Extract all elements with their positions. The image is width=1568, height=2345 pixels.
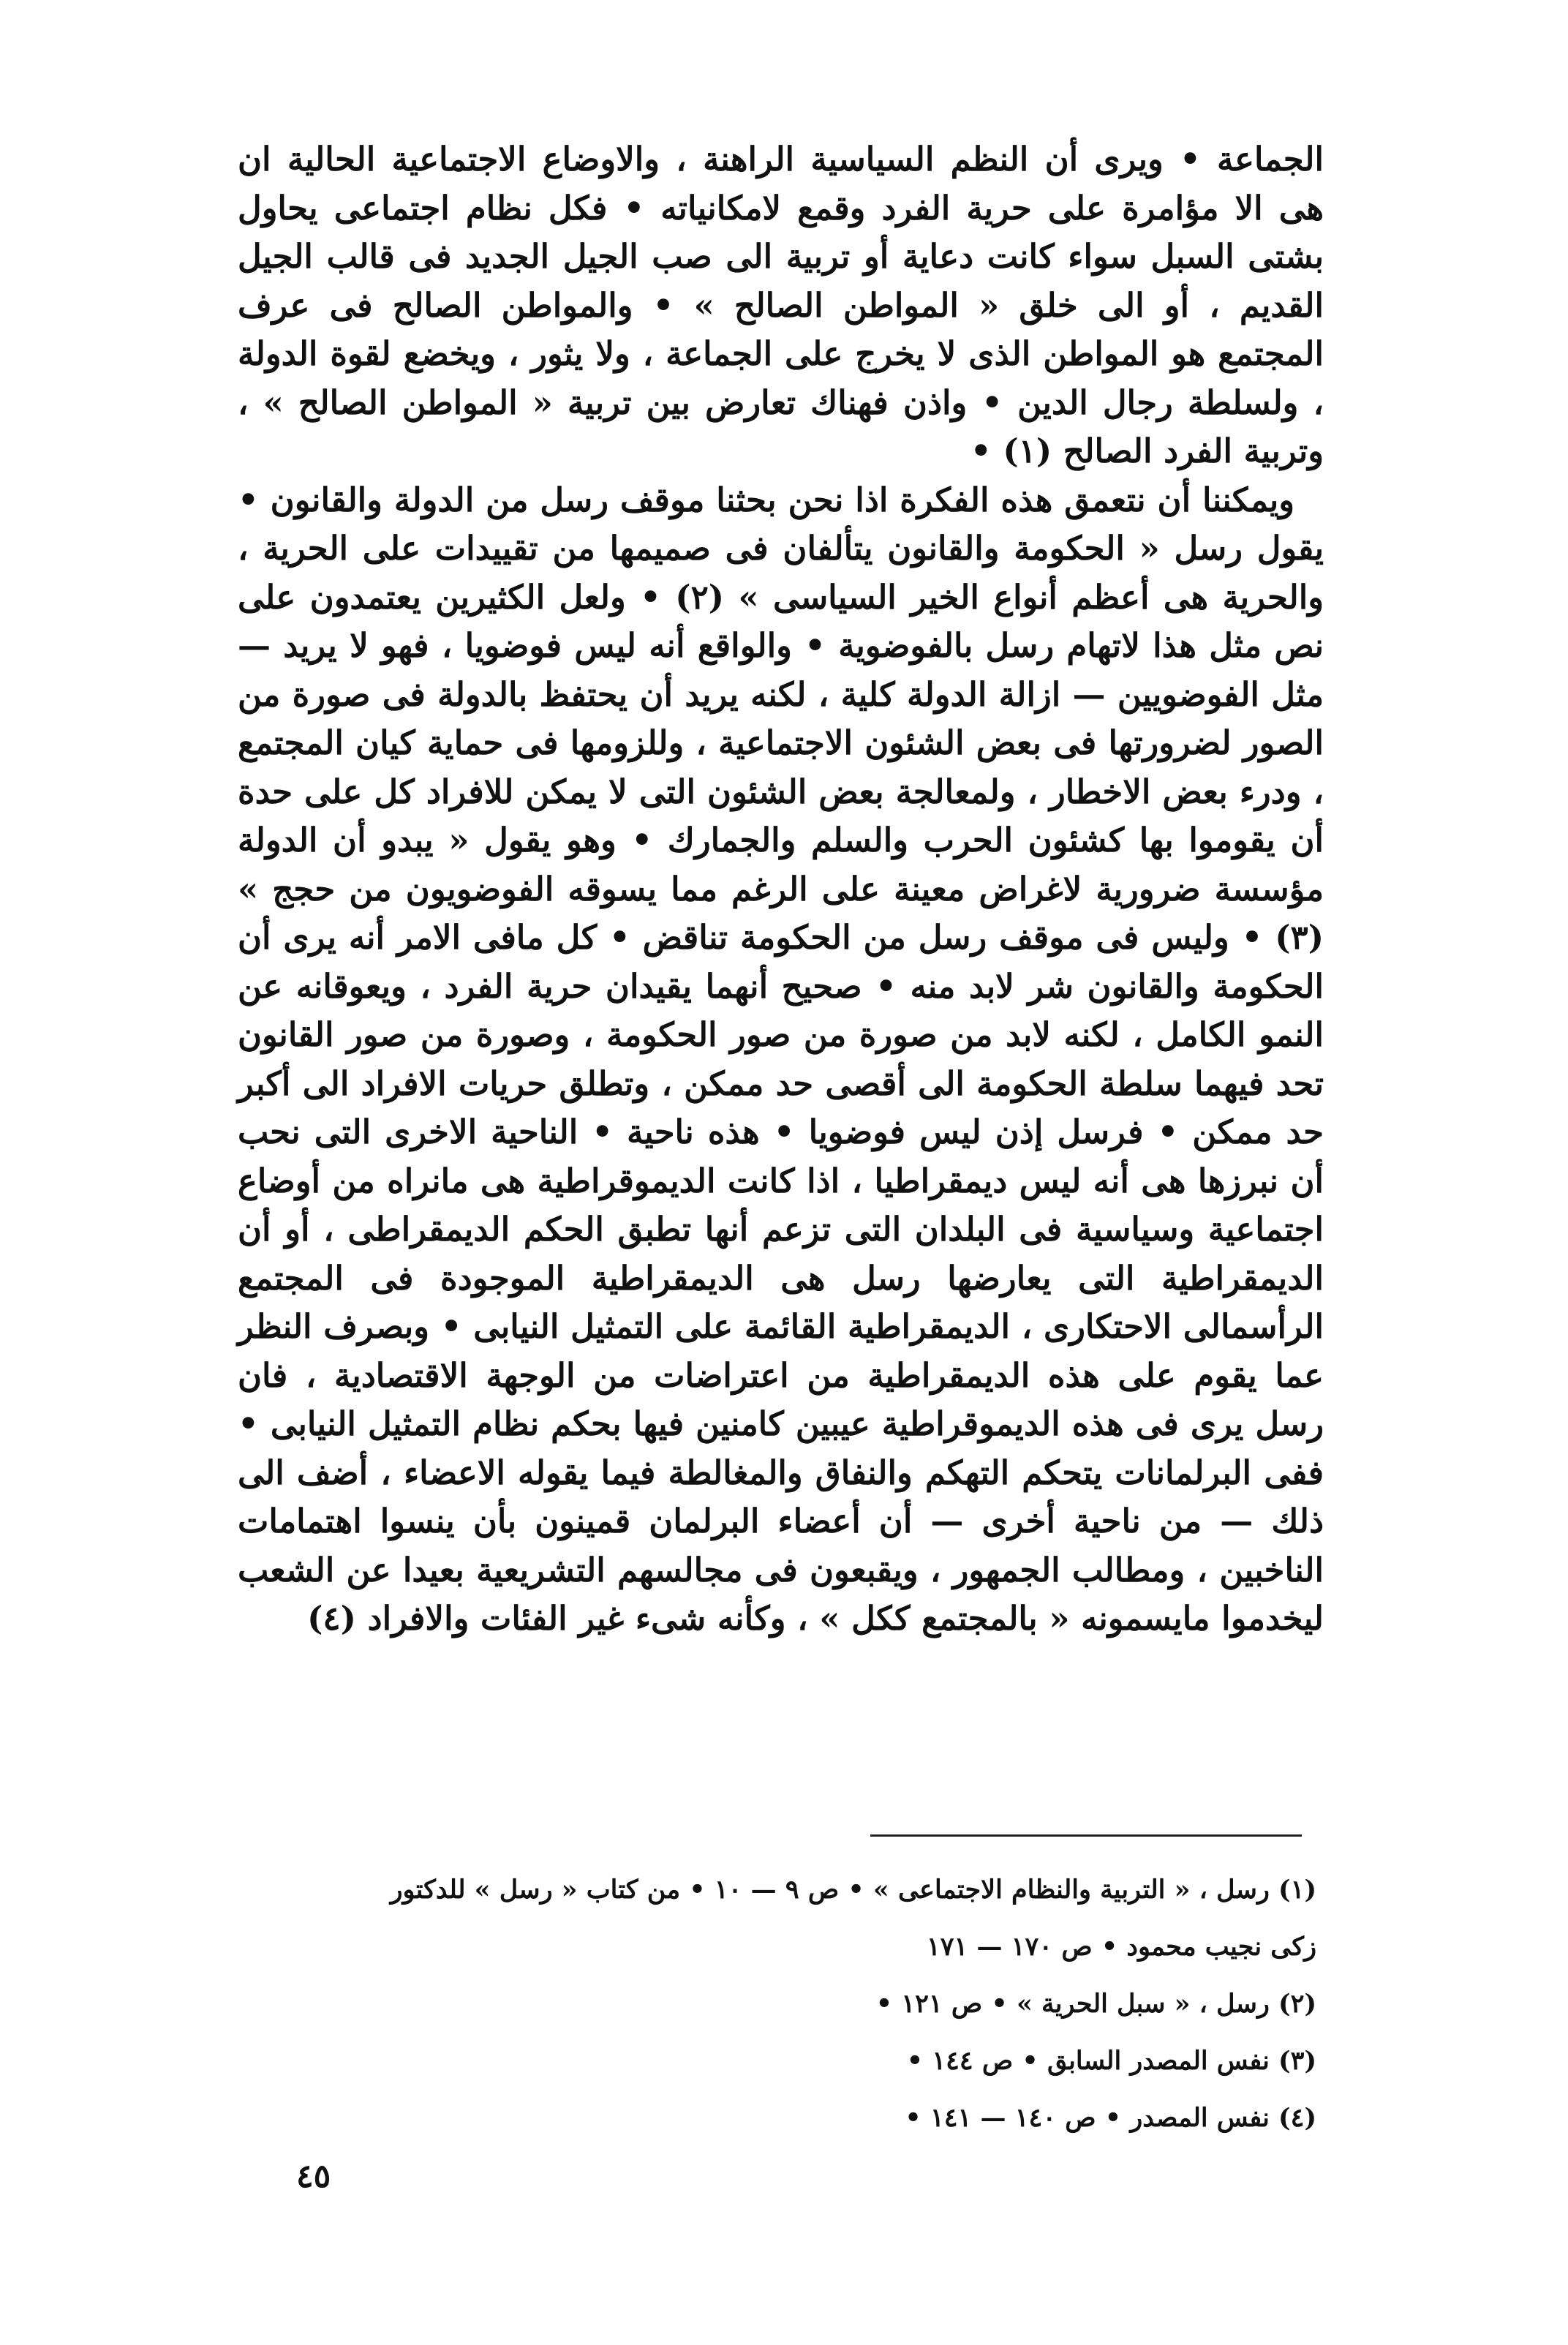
footnotes: [238, 1862, 1316, 2147]
footnote-separator: [870, 1834, 1302, 1837]
footnote-2: (٢) رسل ، « سبل الحرية » • ص ١٢١ •: [875, 1989, 1316, 2019]
footnote-3: (٣) نفس المصدر السابق • ص ١٤٤ •: [906, 2046, 1316, 2076]
page-number: ٤٥: [296, 2158, 331, 2195]
footnote-1-continued: زكى نجيب محمود • ص ١٧٠ — ١٧١: [926, 1932, 1316, 1962]
body-text: [238, 135, 1324, 1644]
footnote-4: (٤) نفس المصدر • ص ١٤٠ — ١٤١ •: [905, 2103, 1316, 2133]
footnote-1: (١) رسل ، « التربية والنظام الاجتماعى » • ص ٩ — ١٠ • من كتاب « رسل » للدكتور: [390, 1875, 1316, 1905]
paragraph-1: الجماعة • ويرى أن النظم السياسية الراهنة ، والاوضاع الاجتماعية الحالية ان هى الا مؤامرة على حرية الفرد وقمع لامكانياته • فكل نظام اجتماعى يحاول بشتى السبل سواء كانت دعاية أو تربية الى صب الجيل الجديد فى قالب الجيل القديم ، أو الى خلق « المواطن الصالح » • والمواطن الصالح فى عرف المجتمع هو المواطن الذى لا يخرج على الجماعة ، ولا يثور ، ويخضع لقوة الدولة ، ولسلطة رجال الدين • واذن فهناك تعارض بين تربية « المواطن الصالح » ، وتربية الفرد الصالح (١) •: [238, 140, 1324, 470]
paragraph-2: ويمكننا أن نتعمق هذه الفكرة اذا نحن بحثنا موقف رسل من الدولة والقانون • يقول رسل « الحكومة والقانون يتألفان فى صميمها من تقييدات على الحرية ، والحرية هى أعظم أنواع الخير السياسى » (٢) • ولعل الكثيرين يعتمدون على نص مثل هذا لاتهام رسل بالفوضوية • والواقع أنه ليس فوضويا ، فهو لا يريد — مثل الفوضويين — ازالة الدولة كلية ، لكنه يريد أن يحتفظ بالدولة فى صورة من الصور لضرورتها فى بعض الشئون الاجتماعية ، وللزومها فى حماية كيان المجتمع ، ودرء بعض الاخطار ، ولمعالجة بعض الشئون التى لا يمكن للافراد كل على حدة أن يقوموا بها كشئون الحرب والسلم والجمارك • وهو يقول « يبدو أن الدولة مؤسسة ضرورية لاغراض معينة على الرغم مما يسوقه الفوضويون من حجج » (٣) • وليس فى موقف رسل من الحكومة تناقض • كل مافى الامر أنه يرى أن الحكومة والقانون شر لابد منه • صحيح أنهما يقيدان حرية الفرد ، ويعوقانه عن النمو الكامل ، لكنه لابد من صورة من صور الحكومة ، وصورة من صور القانون تحد فيهما سلطة الحكومة الى أقصى حد ممكن ، وتطلق حريات الافراد الى أكبر حد ممكن • فرسل إذن ليس فوضويا • هذه ناحية • الناحية الاخرى التى نحب أن نبرزها هى أنه ليس ديمقراطيا ، اذا كانت الديموقراطية هى مانراه من أوضاع اجتماعية وسياسية فى البلدان التى تزعم أنها تطبق الحكم الديمقراطى ، أو أن الديمقراطية التى يعارضها رسل هى الديمقراطية الموجودة فى المجتمع الرأسمالى الاحتكارى ، الديمقراطية القائمة على التمثيل النيابى • وبصرف النظر عما يقوم على هذه الديمقراطية من اعتراضات من الوجهة الاقتصادية ، فان رسل يرى فى هذه الديموقراطية عيبين كامنين فيها بحكم نظام التمثيل النيابى • ففى البرلمانات يتحكم التهكم والنفاق والمغالطة فيما يقوله الاعضاء ، أضف الى ذلك — من ناحية أخرى — أن أعضاء البرلمان قمينون بأن ينسوا اهتمامات الناخبين ، ومطالب الجمهور ، ويقبعون فى مجالسهم التشريعية بعيدا عن الشعب ليخدموا مايسمونه « بالمجتمع ككل » ، وكأنه شىء غير الفئات والافراد (٤): [238, 480, 1324, 1638]
